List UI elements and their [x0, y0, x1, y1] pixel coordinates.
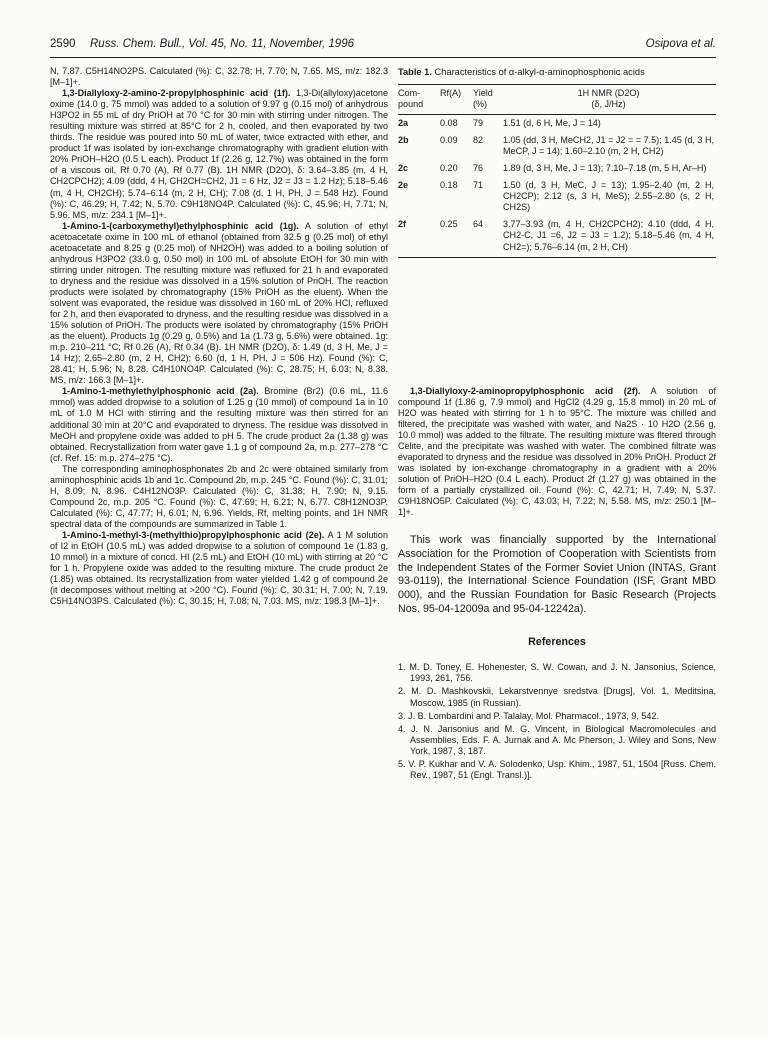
table-label: Table 1. [398, 67, 432, 77]
cell-rf: 0.20 [440, 163, 458, 174]
header-rf-label: Rf(A) [440, 88, 462, 98]
paragraph [50, 88, 388, 221]
header-yield [473, 85, 503, 115]
section-heading: 1-Amino-1-methylethylphosphonic acid (2a). [62, 386, 259, 397]
paragraph-body: A solution of compound 1f (1.86 g, 7.9 mmol) and HgCl2 (4.29 g, 15.8 mmol) in 20 mL of H2O was heated with stirring for 1 h to 95°C. The mixture was chilled and filtered, the precipitate was washed with water, and Na2S · 10 H2O (2.56 g, 10.0 mmol) was added to the filtrate. The resulting mixture was fltered through Celite, and the precipitate was washed with water. The combined filtrate was evaporated to dryness and the residue was dissolved in 20% PriOH. Product 2f was isolated by ion-exchange chromatography in a gradient with a 20% solution of PriOH–H2O (0.4 L each). Product 2f (1.27 g) was obtained in the form of a partially crystallized oil. Found (%): C, 42.71; H, 7.49; N, 5.37. C9H18NO5P. Calculated (%): C, 43.03; H, 7.22; N, 5.58. MS, m/z: 250.1 [M–1]+. [398, 385, 716, 518]
cell-rf: 0.09 [440, 135, 458, 146]
cell-compound: 2c [398, 163, 409, 174]
header-yield-label: Yield (%) [473, 88, 493, 110]
section-heading: 1-Amino-1-methyl-3-(methylthio)propylphosphonic acid (2e). [62, 529, 325, 540]
reference-item: 4. J. N. Jansonius and M. G. Vincent, in Biological Macromolecules and Assemblies, Eds. F. A. Jurnak and A. Mc Pherson, J. Wiley and Sons, New York, 1987, 3, 187. [398, 723, 716, 756]
cell-nmr: 3.77–3.93 (m, 4 H, CH2CPCH2); 4.10 (ddd, 4 H, CH2-C, J1 =6, J2 = J3 = 1.2); 5.18–5.46 (m, 4 H, CH2=); 5.76–6.14 (m, 2 H, CH) [503, 216, 716, 257]
running-authors: Osipova et al. [645, 38, 716, 50]
paragraph-body: 1,3-Di(allyloxy)acetone oxime (14.0 g, 75 mmol) was added to a solution of 9.97 g (0.15 mol) of anhydrous H3PO2 in 55 mL of dry PriOH at 70 °C for 30 min with stirring under nitrogen. The resulting mixture was stirred at 85°C for 2 h, cooled, and then evaporated by two thirds. The residue was poured into 50 mL of water, twice extracted with ether, and product 1f was isolated by ion-exchange chromatography with gradient elution with 20% PriOH–H2O (0.5 L each). Product 1f (2.26 g, 12.7%) was obtained in the form of a viscous oil, Rf 0.70 (A), Rf 0.77 (B). 1H NMR (D2O), δ: 3.64–3.85 (m, 4 H, CH2CPCH2); 4.09 (ddd, 4 H, CH2CH=CH2, J1 = 6 Hz, J2 = J3 = 1.2 Hz); 5.18–5.46 (m, 4 H, CH2CH); 5.74–6.14 (m, 2 H, CH); 7.08 (d, 1 H, PH, J = 548 Hz). Found (%): C, 46.29; H, 7.42; N, 5.70. C9H18NO4P. Calculated (%): C, 45.96; H, 7.71; N, 5.96. MS, m/z: 234.1 [M–1]+. [50, 88, 388, 220]
table-spacer [398, 258, 716, 386]
section-heading: 1,3-Diallyloxy-2-aminopropylphosphonic acid (2f). [410, 385, 641, 396]
cell-rf: 0.18 [440, 180, 458, 191]
cell-yield: 82 [473, 135, 484, 146]
table-row [398, 115, 716, 133]
header-compound-label: Com- pound [398, 88, 424, 110]
table-row [398, 132, 716, 160]
cell-yield: 76 [473, 163, 484, 174]
references-title: References [528, 636, 586, 649]
cell-nmr: 1.89 (d, 3 H, Me, J = 13); 7.10–7.18 (m, 5 H, Ar–H) [503, 163, 707, 174]
section-heading: 1,3-Diallyloxy-2-amino-2-propylphosphinic acid (1f). [62, 88, 291, 99]
header-compound [398, 85, 440, 115]
table-row [398, 177, 716, 216]
cell-nmr: 1.51 (d, 6 H, Me, J = 14) [503, 118, 601, 129]
paragraph [398, 386, 716, 519]
running-header [50, 38, 716, 58]
cell-rf: 0.08 [440, 118, 458, 129]
paragraph [50, 530, 388, 607]
paragraph-body: A 1 M solution of I2 in EtOH (10.5 mL) was added dropwise to a solution of compound 1e (1.83 g, 10 mmol) in a mixture of concd. HI (2.5 mL) and EtOH (10 mL) with stirring at 20 °C for 1 h. Propylene oxide was added to the resulting mixture. The crude product 2e (1.85) was obtained. Its recrystallization from water yielded 1.42 g of compound 2e (it decomposes without melting at >200 °C). Found (%): C, 30.31; H, 7.00; N, 7.19. C5H14NO3PS. Calculated (%): C, 30.15; H, 7.08; N, 7.03. MS, m/z: 198.3 [M–1]+. [50, 529, 388, 607]
table-header-row [398, 85, 716, 115]
cell-nmr: 1.50 (d, 3 H, MeC, J = 13); 1.95–2.40 (m, 2 H, CH2CP); 2.12 (s, 3 H, MeS); 2.55–2.80 (s, 2 H, CH2S) [503, 180, 714, 213]
cell-compound: 2a [398, 118, 409, 129]
cell-compound: 2f [398, 216, 440, 257]
cell-yield: 79 [473, 118, 484, 129]
paragraph-body: A solution of ethyl acetoacetate oxime in 100 mL of ethanol (obtained from 32.5 g (0.25 mol) of ethyl acetoacetate and 8.25 g (0.25 mol) of NH2OH) was added to a boiling solution of anhydrous H3PO2 (33.0 g, 0.50 mol) in 100 mL of absolute EtOH for 30 min with stirring under nitrogen. The resulting mixture was refluxed for 21 h and evaporated to dryness and the residue was dissolved in a 15% solution of PriOH. The reaction products were isolated by chromatography (15% PriOH as the eluent). When the solvent was evaporated, the residue was dissolved in 160 mL of 20% HCl, refluxed for 2 h, and then evaporated to dryness, and the resulting residue was dissolved in a 15% solution of PriOH. The products were isolated by chromatography (15% PriOH as the eluent). Products 1g (0.29 g, 0.5%) and 1a (1.73 g, 5.6%) were obtained. 1g: m.p. 210–211 °C; Rf 0.26 (A), Rf 0.34 (B). 1H NMR (D2O), δ: 1.49 (d, 3 H, Me, J = 14 Hz); 2.65–2.80 (m, 2 H, CH2); 6.60 (d, 1 H, PH, J = 506 Hz). Found (%): C, 28.41; H, 5.96; N, 8.28. C4H10NO4P. Calculated (%): C, 28.75; H, 6.03; N, 8.38. MS, m/z: 166.3 [M–1]+. [50, 220, 388, 386]
table-row [398, 160, 716, 177]
right-column [398, 66, 716, 783]
data-table [398, 84, 716, 258]
left-column [50, 66, 388, 607]
header-nmr [503, 85, 716, 115]
header-nmr-label: 1H NMR (D2O) (δ, J/Hz) [577, 88, 640, 110]
journal-citation: Russ. Chem. Bull., Vol. 45, No. 11, November, 1996 [90, 38, 354, 50]
paragraph [50, 221, 388, 387]
header-rf [440, 85, 473, 115]
reference-item: 5. V. P. Kukhar and V. A. Solodenko, Usp. Khim., 1987, 51, 1504 [Russ. Chem. Rev., 1987, 51 (Engl. Transl.)]. [398, 758, 716, 780]
cell-yield: 64 [473, 216, 503, 257]
cell-rf: 0.25 [440, 216, 473, 257]
cell-yield: 71 [473, 180, 484, 191]
table-caption-text: Characteristics of α-alkyl-α-aminophosphonic acids [431, 67, 645, 77]
cell-nmr: 1.05 (dd, 3 H, MeCH2, J1 = J2 = = 7.5); 1.45 (d, 3 H, MeCP, J = 14); 1.60–2.10 (m, 2 H, CH2) [503, 135, 714, 157]
page-number: 2590 [50, 38, 76, 50]
references-list [398, 662, 716, 780]
table-row [398, 216, 716, 257]
acknowledgment: This work was financially supported by the International Association for the Promotion of Cooperation with Scientists from the Independent States of the Former Soviet Union (INTAS, Grant 93-0119), the International Science Foundation (ISF, Grant MBD 000), and the Russian Foundation for Basic Research (Projects Nos. 95-04-12009a and 95-04-12242a). [398, 534, 716, 615]
reference-item: 1. M. D. Toney, E. Hohenester, S. W. Cowan, and J. N. Jansonius, Science, 1993, 261, 756. [398, 662, 716, 684]
paragraph-body: Bromine (Br2) (0.6 mL, 11.6 mmol) was added dropwise to a solution of 1.25 g (10 mmol) of compound 1a in 10 mL of 1.0 M HCl with stirring and the resulting mixture was then stirred for an additional 30 min at 20°C and evaporated to dryness. The residue was dissolved in MeOH and propylene oxide was added to pH 5. The crude product 2a (1.38 g) was obtained. Recrystallization from water gave 1.1 g of compound 2a, m.p. 277–278 °C (cf. Ref. 15: m.p. 274–275 °C). [50, 386, 389, 463]
spacer [398, 518, 716, 534]
paragraph: The corresponding aminophosphonates 2b and 2c were obtained similarly from aminophosphinic acids 1b and 1c. Compound 2b, m.p. 245 °C. Found (%): C, 31.01; H, 8.09; N, 8.96. C4H12NO3P. Calculated (%): C, 31.38; H, 7.90; N, 9.15. Compound 2c, m.p. 205 °C. Found (%): C, 47.69; H, 6.21; N, 6.77. C8H12NO3P. Calculated (%): C, 47.77; H, 6.01; N, 6.96. Yields, Rf, melting points, and 1H NMR spectral data of the compounds are summarized in Table 1. [50, 463, 388, 529]
paragraph: N, 7.87. C5H14NO2PS. Calculated (%): C, 32.78; H, 7.70; N, 7.65. MS, m/z: 182.3 [M–1]+. [50, 66, 388, 88]
reference-item: 2. M. D. Mashkovskii, Lekarstvennye sredstva [Drugs], Vol. 1, Meditsina, Moscow, 1985 (in Russian). [398, 686, 716, 708]
cell-compound: 2b [398, 135, 409, 146]
reference-item: 3. J. B. Lombardini and P. Talalay, Mol. Pharmacol., 1973, 9, 542. [398, 710, 660, 721]
table-caption [398, 66, 716, 78]
cell-compound: 2e [398, 180, 409, 191]
section-heading: 1-Amino-1-(carboxymethyl)ethylphosphinic acid (1g). [62, 220, 299, 231]
header-rule [50, 57, 716, 58]
paragraph [50, 386, 388, 463]
